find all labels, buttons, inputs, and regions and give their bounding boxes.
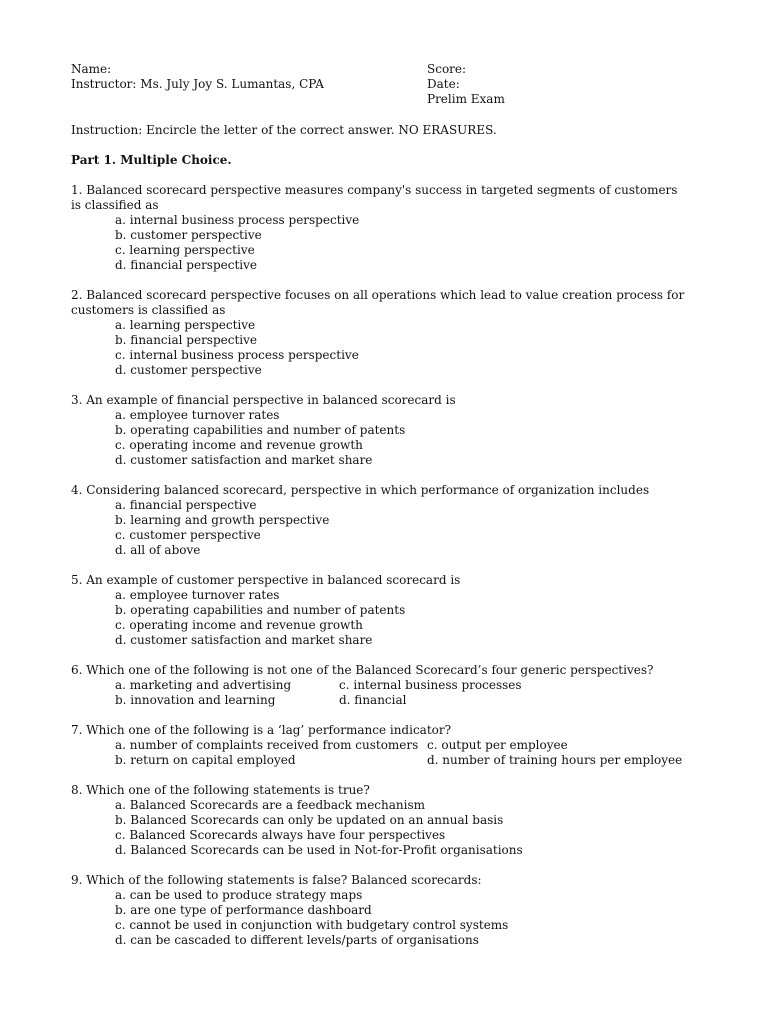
option-grid: [71, 738, 691, 768]
option-c[interactable]: c. operating income and revenue growth: [115, 438, 363, 452]
option-b[interactable]: b. are one type of performance dashboard: [115, 903, 372, 917]
option-c[interactable]: c. internal business processes: [339, 678, 522, 692]
option-c[interactable]: c. internal business process perspective: [115, 348, 359, 362]
option-b[interactable]: b. financial perspective: [115, 333, 258, 347]
part-title: Part 1. Multiple Choice.: [71, 153, 232, 167]
option-a[interactable]: a. financial perspective: [115, 498, 257, 512]
option-d[interactable]: d. can be cascaded to different levels/parts of organisations: [115, 933, 479, 947]
question-text: 6. Which one of the following is not one of the Balanced Scorecard’s four generic perspectives?: [71, 663, 654, 677]
question-7: [71, 723, 691, 768]
question-list: [71, 183, 691, 963]
instructor-line: Instructor: Ms. July Joy S. Lumantas, CPA: [71, 77, 324, 91]
question-text: 8. Which one of the following statements is true?: [71, 783, 370, 797]
question-text: 4. Considering balanced scorecard, perspective in which performance of organization includes: [71, 483, 650, 497]
question-text: 1. Balanced scorecard perspective measures company's success in targeted segments of customers is classified as: [71, 183, 678, 212]
option-c[interactable]: c. learning perspective: [115, 243, 255, 257]
option-b[interactable]: b. customer perspective: [115, 228, 262, 242]
option-b[interactable]: b. return on capital employed: [115, 753, 296, 767]
option-c[interactable]: c. output per employee: [427, 738, 568, 752]
option-c[interactable]: c. operating income and revenue growth: [115, 618, 363, 632]
question-text: 9. Which of the following statements is false? Balanced scorecards:: [71, 873, 482, 887]
option-a[interactable]: a. marketing and advertising: [115, 678, 292, 692]
instruction-text: Instruction: Encircle the letter of the correct answer. NO ERASURES.: [71, 123, 497, 137]
question-text: 3. An example of financial perspective in balanced scorecard is: [71, 393, 456, 407]
option-b[interactable]: b. operating capabilities and number of patents: [115, 603, 406, 617]
option-c[interactable]: c. cannot be used in conjunction with budgetary control systems: [115, 918, 509, 932]
question-8: [71, 783, 691, 858]
option-a[interactable]: a. number of complaints received from customers: [115, 738, 419, 752]
option-d[interactable]: d. financial: [339, 693, 407, 707]
option-a[interactable]: a. employee turnover rates: [115, 588, 280, 602]
score-label: Score:: [427, 62, 467, 76]
option-b[interactable]: b. operating capabilities and number of patents: [115, 423, 406, 437]
option-a[interactable]: a. learning perspective: [115, 318, 256, 332]
header-right: [427, 62, 505, 107]
question-text: 5. An example of customer perspective in balanced scorecard is: [71, 573, 461, 587]
option-c[interactable]: c. Balanced Scorecards always have four perspectives: [115, 828, 446, 842]
date-label: Date:: [427, 77, 460, 91]
question-1: [71, 183, 691, 273]
option-a[interactable]: a. employee turnover rates: [115, 408, 280, 422]
option-b[interactable]: b. innovation and learning: [115, 693, 276, 707]
option-d[interactable]: d. customer perspective: [115, 363, 262, 377]
exam-label: Prelim Exam: [427, 92, 505, 106]
option-a[interactable]: a. Balanced Scorecards are a feedback mechanism: [115, 798, 425, 812]
option-a[interactable]: a. internal business process perspective: [115, 213, 360, 227]
question-text: 2. Balanced scorecard perspective focuses on all operations which lead to value creation process for customers is classified as: [71, 288, 685, 317]
question-3: [71, 393, 691, 468]
question-2: [71, 288, 691, 378]
question-9: [71, 873, 691, 948]
option-d[interactable]: d. customer satisfaction and market share: [115, 453, 373, 467]
option-d[interactable]: d. all of above: [115, 543, 201, 557]
option-c[interactable]: c. customer perspective: [115, 528, 261, 542]
question-6: [71, 663, 691, 708]
header-left: [71, 62, 324, 92]
option-d[interactable]: d. Balanced Scorecards can be used in Not-for-Profit organisations: [115, 843, 523, 857]
name-label: Name:: [71, 62, 112, 76]
option-d[interactable]: d. customer satisfaction and market share: [115, 633, 373, 647]
option-d[interactable]: d. number of training hours per employee: [427, 753, 683, 767]
question-4: [71, 483, 691, 558]
option-a[interactable]: a. can be used to produce strategy maps: [115, 888, 363, 902]
option-b[interactable]: b. Balanced Scorecards can only be updated on an annual basis: [115, 813, 504, 827]
option-b[interactable]: b. learning and growth perspective: [115, 513, 330, 527]
question-5: [71, 573, 691, 648]
option-grid: [71, 678, 691, 708]
option-d[interactable]: d. financial perspective: [115, 258, 258, 272]
question-text: 7. Which one of the following is a ‘lag’ performance indicator?: [71, 723, 452, 737]
